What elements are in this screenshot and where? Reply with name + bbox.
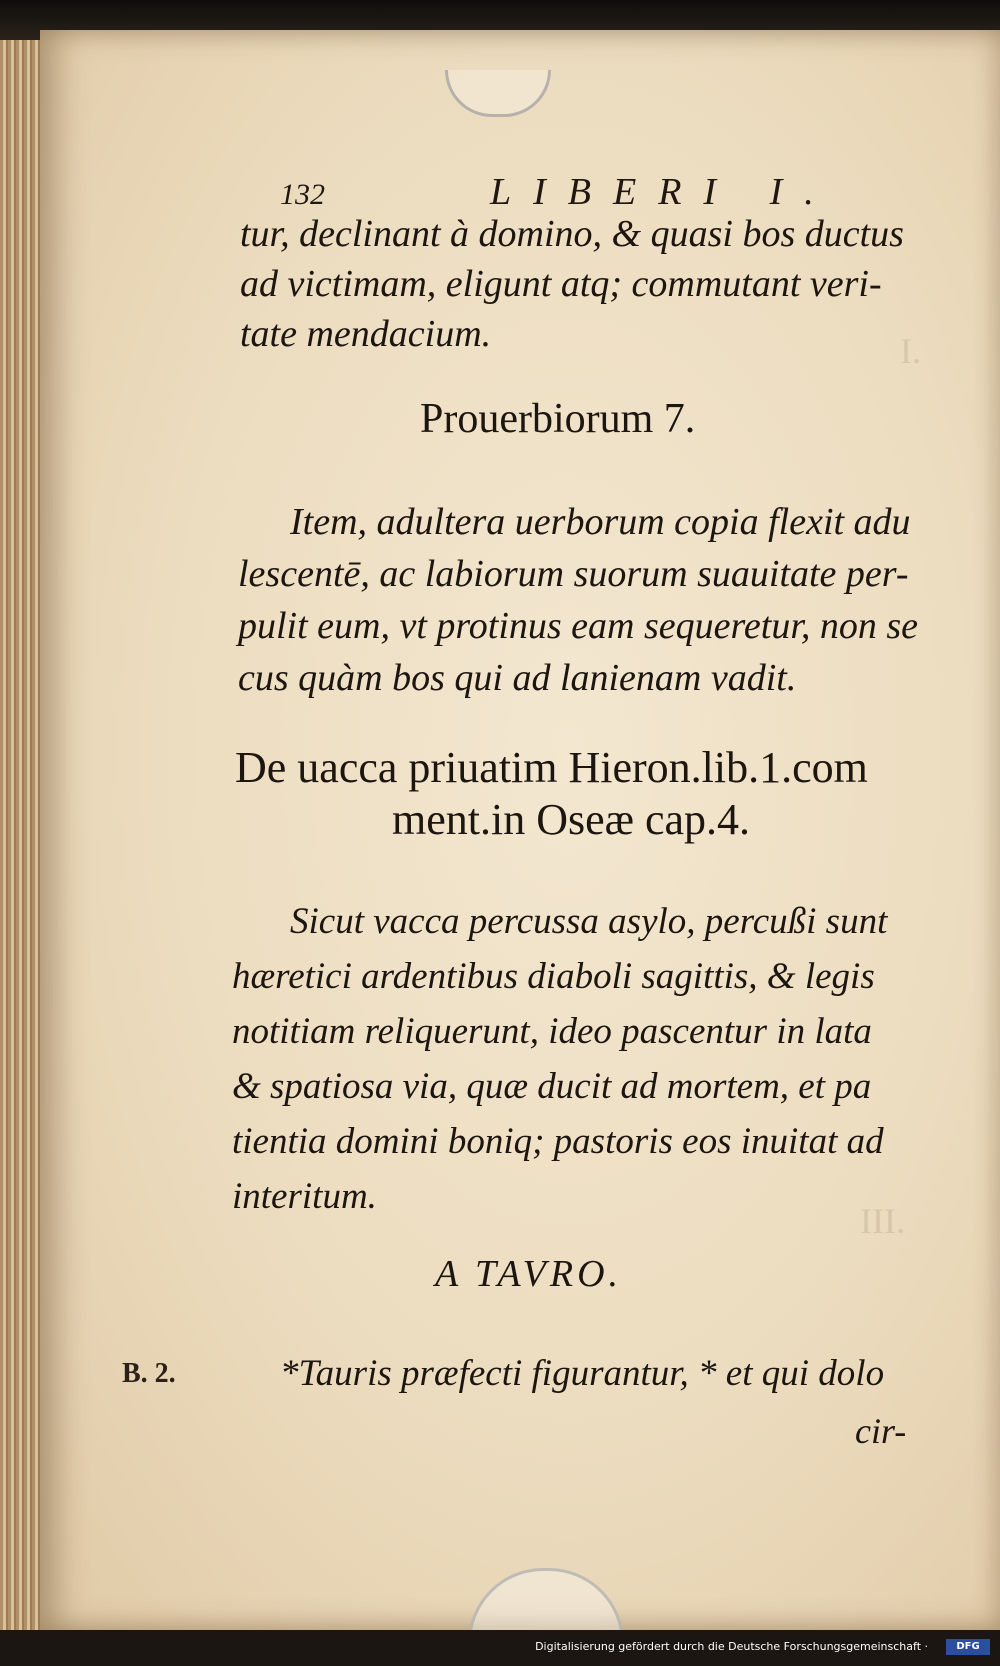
book-page: [40, 30, 1000, 1630]
text-line: pulit eum, vt protinus eam sequeretur, non se: [238, 605, 919, 647]
page-clip-bottom: [468, 1568, 624, 1630]
dfg-logo: DFG: [946, 1639, 990, 1655]
text-line: hæretici ardentibus diaboli sagittis, & legis: [232, 956, 875, 997]
text-line: tientia domini boniq; pastoris eos inuitat ad: [232, 1121, 884, 1162]
show-through-mark: I.: [900, 331, 921, 371]
funding-credit: Digitalisierung gefördert durch die Deutsche Forschungsgemeinschaft ·: [535, 1640, 928, 1653]
footer-bar: [0, 1630, 1000, 1666]
page-clip-top: [445, 70, 551, 117]
page-header: [280, 170, 840, 215]
text-line: & spatiosa via, quæ ducit ad mortem, et pa: [232, 1066, 872, 1107]
catchword: cir-: [855, 1411, 907, 1451]
section-heading: Prouerbiorum 7.: [420, 396, 696, 442]
show-through-mark: III.: [860, 1201, 905, 1241]
text-line: Item, adultera uerborum copia flexit adu: [290, 501, 911, 543]
running-head: LIBERI I.: [490, 171, 836, 213]
text-line: tate mendacium.: [240, 313, 492, 355]
text-line: Sicut vacca percussa asylo, percußi sunt: [290, 901, 888, 942]
text-line: notitiam reliquerunt, ideo pascentur in lata: [232, 1011, 872, 1052]
page-number: 132: [280, 178, 325, 211]
text-line: ad victimam, eligunt atq; commutant veri-: [240, 263, 882, 305]
text-line: *Tauris præfecti figurantur, * et qui dolo: [280, 1353, 885, 1394]
text-line: interitum.: [232, 1176, 377, 1217]
text-line: tur, declinant à domino, & quasi bos ductus: [240, 213, 904, 255]
margin-note: B. 2.: [122, 1358, 176, 1389]
text-line: cus quàm bos qui ad lanienam vadit.: [238, 657, 797, 699]
section-heading: A TAVRO.: [435, 1253, 623, 1295]
text-line: lescentē, ac labiorum suorum suauitate per-: [238, 553, 909, 595]
section-heading: De uacca priuatim Hieron.lib.1.com: [235, 743, 868, 792]
section-heading: ment.in Oseæ cap.4.: [392, 795, 751, 844]
